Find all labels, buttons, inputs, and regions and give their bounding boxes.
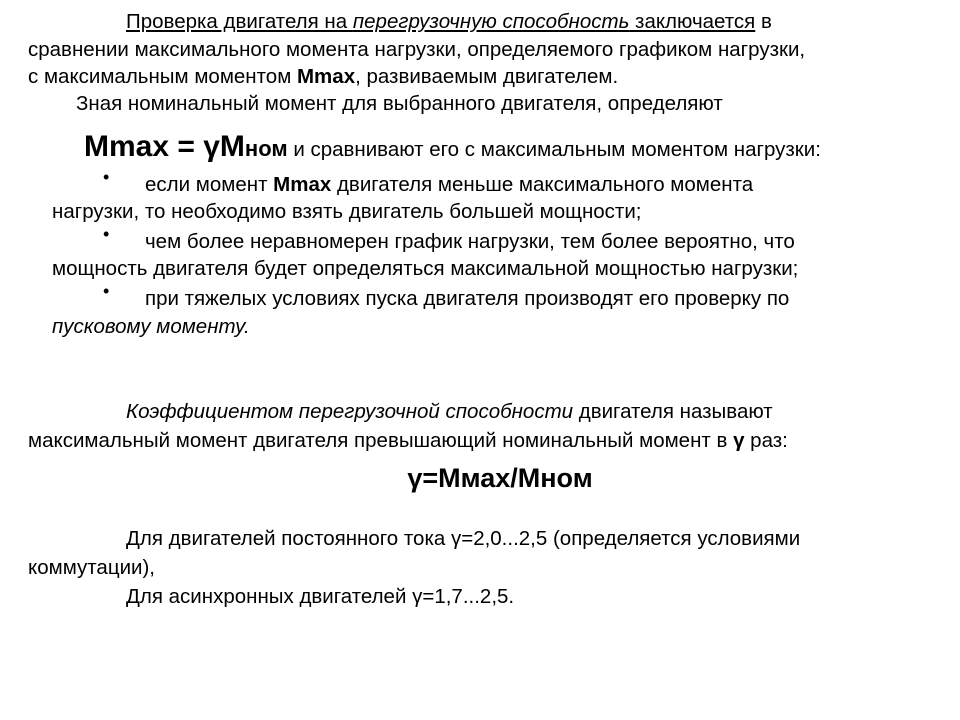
bullet-1-glyph: • — [103, 167, 110, 187]
formula1-rest: и сравнивают его с максимальным моментом нагрузки: — [287, 138, 821, 161]
bullet-3-line2: пусковому моменту. — [52, 315, 250, 338]
para3-line2: коммутации), — [28, 556, 155, 579]
para2-line2 — [28, 428, 788, 454]
bullet-1-line1-bold: Mmax — [273, 173, 332, 196]
para1-line1-italic: перегрузочную способность — [352, 10, 630, 33]
para1-line1-suffix: в — [755, 10, 772, 33]
para1-line4: Зная номинальный момент для выбранного двигателя, определяют — [76, 92, 723, 115]
para1-line1-underlined-tail: заключается — [629, 10, 756, 33]
formula1 — [84, 130, 821, 167]
bullet-2-glyph: • — [103, 224, 110, 244]
para1-line3 — [28, 64, 618, 90]
para2-line2-prefix: максимальный момент двигателя превышающий номинальный момент в — [28, 429, 734, 452]
para1-line1 — [126, 9, 772, 35]
para3-line1: Для двигателей постоянного тока γ=2,0...2,5 (определяется условиями — [126, 527, 801, 550]
bullet-1-line1 — [145, 172, 753, 198]
para1-line3-bold: Mmax — [296, 65, 356, 88]
para2-line1-suffix: двигателя называют — [573, 400, 773, 423]
para1-line2: сравнении максимального момента нагрузки, определяемого графиком нагрузки, — [28, 38, 806, 61]
para2-line2-bold: γ — [733, 429, 745, 452]
formula1-main: Mmax = γM — [84, 130, 245, 163]
para2-line1 — [126, 399, 773, 425]
bullet-2-line2: мощность двигателя будет определяться максимальной мощностью нагрузки; — [52, 257, 799, 280]
para1-line3-prefix: с максимальным моментом — [28, 65, 297, 88]
para3-line3: Для асинхронных двигателей γ=1,7...2,5. — [126, 585, 515, 608]
bullet-1-line1-suffix: двигателя меньше максимального момента — [331, 173, 754, 196]
para1-line3-suffix: , развиваемым двигателем. — [355, 65, 619, 88]
para1-line1-prefix: Проверка двигателя на — [126, 10, 353, 33]
formula1-sub: ном — [244, 136, 288, 161]
bullet-1-line1-prefix: если момент — [145, 173, 274, 196]
para2-line1-italic: Коэффициентом перегрузочной способности — [126, 400, 574, 423]
formula2: γ=Mмах/Mном — [407, 463, 593, 493]
bullet-1-line2: нагрузки, то необходимо взять двигатель большей мощности; — [52, 200, 642, 223]
bullet-2-line1: чем более неравномерен график нагрузки, тем более вероятно, что — [145, 230, 795, 253]
bullet-3-line1: при тяжелых условиях пуска двигателя производят его проверку по — [145, 287, 790, 310]
para2-line2-suffix: раз: — [744, 429, 788, 452]
bullet-3-glyph: • — [103, 281, 110, 301]
